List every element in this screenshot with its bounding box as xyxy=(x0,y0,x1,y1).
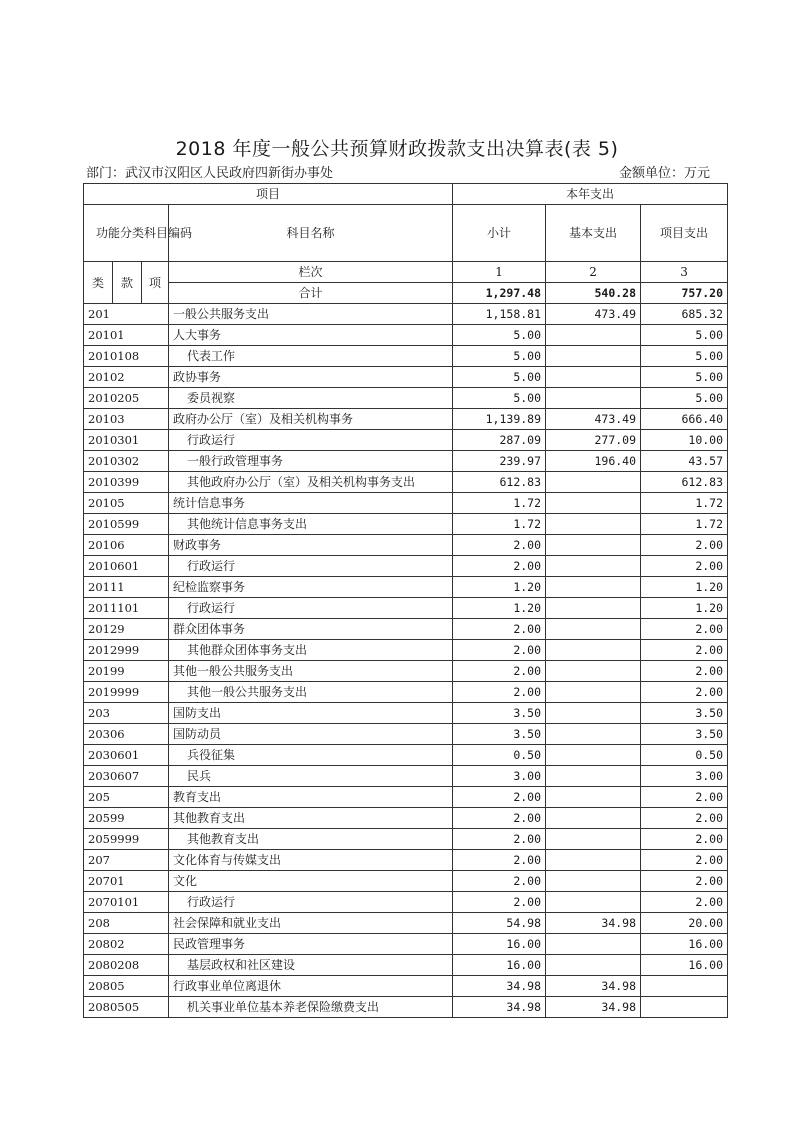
row-subject-name: 行政运行 xyxy=(169,556,453,577)
row-code: 2070101 xyxy=(84,892,169,913)
row-code: 20103 xyxy=(84,409,169,430)
header-basic: 基本支出 xyxy=(546,205,641,262)
row-subject-name: 社会保障和就业支出 xyxy=(169,913,453,934)
row-basic: 34.98 xyxy=(546,913,641,934)
row-subject-name: 代表工作 xyxy=(169,346,453,367)
total-label: 合计 xyxy=(169,283,453,304)
row-code: 20105 xyxy=(84,493,169,514)
row-subtotal: 34.98 xyxy=(453,997,546,1018)
row-subtotal: 2.00 xyxy=(453,829,546,850)
header-xiang: 项 xyxy=(142,262,169,304)
row-code: 2019999 xyxy=(84,682,169,703)
amount-unit-label: 金额单位：万元 xyxy=(618,166,710,181)
total-project: 757.20 xyxy=(641,283,728,304)
row-subtotal: 5.00 xyxy=(453,346,546,367)
row-subtotal: 2.00 xyxy=(453,808,546,829)
row-subtotal: 1,139.89 xyxy=(453,409,546,430)
row-basic: 34.98 xyxy=(546,997,641,1018)
row-subtotal: 2.00 xyxy=(453,619,546,640)
row-subject-name: 群众团体事务 xyxy=(169,619,453,640)
row-project: 10.00 xyxy=(641,430,728,451)
header-column-no: 栏次 xyxy=(169,262,453,283)
row-subtotal: 5.00 xyxy=(453,367,546,388)
row-code: 20102 xyxy=(84,367,169,388)
row-subject-name: 其他群众团体事务支出 xyxy=(169,640,453,661)
row-project: 16.00 xyxy=(641,955,728,976)
row-project: 5.00 xyxy=(641,346,728,367)
row-basic xyxy=(546,577,641,598)
row-code: 2010599 xyxy=(84,514,169,535)
header-kuan: 款 xyxy=(113,262,142,304)
table-row xyxy=(84,577,728,598)
row-subject-name: 其他政府办公厅（室）及相关机构事务支出 xyxy=(169,472,453,493)
row-subtotal: 1,158.81 xyxy=(453,304,546,325)
row-project: 5.00 xyxy=(641,367,728,388)
row-basic xyxy=(546,724,641,745)
row-subtotal: 54.98 xyxy=(453,913,546,934)
table-row xyxy=(84,724,728,745)
row-project: 2.00 xyxy=(641,871,728,892)
table-row xyxy=(84,850,728,871)
table-row xyxy=(84,304,728,325)
row-project: 2.00 xyxy=(641,892,728,913)
header-col3: 3 xyxy=(641,262,728,283)
row-project: 1.72 xyxy=(641,493,728,514)
row-subject-name: 基层政权和社区建设 xyxy=(169,955,453,976)
row-subtotal: 1.72 xyxy=(453,493,546,514)
row-basic xyxy=(546,367,641,388)
row-subject-name: 行政运行 xyxy=(169,892,453,913)
row-subject-name: 其他教育支出 xyxy=(169,829,453,850)
table-row xyxy=(84,325,728,346)
header-row-3 xyxy=(84,262,728,283)
table-row xyxy=(84,493,728,514)
row-subject-name: 行政运行 xyxy=(169,598,453,619)
row-subject-name: 纪检监察事务 xyxy=(169,577,453,598)
row-code: 20106 xyxy=(84,535,169,556)
row-basic: 277.09 xyxy=(546,430,641,451)
row-basic xyxy=(546,808,641,829)
row-subject-name: 兵役征集 xyxy=(169,745,453,766)
row-subtotal: 1.20 xyxy=(453,577,546,598)
row-basic xyxy=(546,640,641,661)
row-subtotal: 2.00 xyxy=(453,871,546,892)
row-project: 2.00 xyxy=(641,619,728,640)
row-subtotal: 3.00 xyxy=(453,766,546,787)
row-code: 2012999 xyxy=(84,640,169,661)
row-code: 20701 xyxy=(84,871,169,892)
header-row-1 xyxy=(84,184,728,205)
table-row xyxy=(84,892,728,913)
row-basic xyxy=(546,871,641,892)
row-subtotal: 3.50 xyxy=(453,703,546,724)
page-title: 2018 年度一般公共预算财政拨款支出决算表(表 5) xyxy=(175,138,619,160)
row-code: 2080208 xyxy=(84,955,169,976)
row-basic xyxy=(546,556,641,577)
row-basic xyxy=(546,787,641,808)
row-subject-name: 委员视察 xyxy=(169,388,453,409)
header-lei: 类 xyxy=(84,262,113,304)
row-basic xyxy=(546,934,641,955)
header-subject-name: 科目名称 xyxy=(169,205,453,262)
row-subtotal: 612.83 xyxy=(453,472,546,493)
row-project: 3.50 xyxy=(641,724,728,745)
row-basic xyxy=(546,955,641,976)
row-subject-name: 一般行政管理事务 xyxy=(169,451,453,472)
row-subtotal: 2.00 xyxy=(453,787,546,808)
table-row xyxy=(84,682,728,703)
table-row xyxy=(84,976,728,997)
table-row xyxy=(84,640,728,661)
table-row xyxy=(84,787,728,808)
row-subtotal: 2.00 xyxy=(453,892,546,913)
table-row xyxy=(84,829,728,850)
row-project: 2.00 xyxy=(641,640,728,661)
table-row xyxy=(84,367,728,388)
row-code: 20599 xyxy=(84,808,169,829)
table-row xyxy=(84,451,728,472)
table-row xyxy=(84,745,728,766)
row-code: 2011101 xyxy=(84,598,169,619)
row-subtotal: 2.00 xyxy=(453,640,546,661)
row-code: 207 xyxy=(84,850,169,871)
header-subtotal: 小计 xyxy=(453,205,546,262)
row-subtotal: 0.50 xyxy=(453,745,546,766)
row-code: 20306 xyxy=(84,724,169,745)
table-row xyxy=(84,619,728,640)
row-basic xyxy=(546,766,641,787)
row-basic xyxy=(546,829,641,850)
row-basic xyxy=(546,598,641,619)
row-code: 2030601 xyxy=(84,745,169,766)
table-row xyxy=(84,409,728,430)
row-project: 2.00 xyxy=(641,850,728,871)
row-basic: 196.40 xyxy=(546,451,641,472)
row-project: 2.00 xyxy=(641,682,728,703)
row-subtotal: 1.20 xyxy=(453,598,546,619)
row-code: 20802 xyxy=(84,934,169,955)
row-project: 2.00 xyxy=(641,829,728,850)
header-project: 项目 xyxy=(84,184,453,205)
row-basic xyxy=(546,892,641,913)
row-subtotal: 2.00 xyxy=(453,556,546,577)
row-subject-name: 一般公共服务支出 xyxy=(169,304,453,325)
row-code: 2010399 xyxy=(84,472,169,493)
row-basic xyxy=(546,493,641,514)
row-basic xyxy=(546,850,641,871)
table-row xyxy=(84,430,728,451)
row-project: 43.57 xyxy=(641,451,728,472)
table-row xyxy=(84,346,728,367)
row-subtotal: 2.00 xyxy=(453,850,546,871)
row-project xyxy=(641,997,728,1018)
row-project: 1.20 xyxy=(641,577,728,598)
row-subtotal: 5.00 xyxy=(453,325,546,346)
row-project: 666.40 xyxy=(641,409,728,430)
row-subject-name: 其他一般公共服务支出 xyxy=(169,682,453,703)
row-subtotal: 5.00 xyxy=(453,388,546,409)
row-subtotal: 239.97 xyxy=(453,451,546,472)
row-subtotal: 34.98 xyxy=(453,976,546,997)
table-row xyxy=(84,556,728,577)
row-subject-name: 其他一般公共服务支出 xyxy=(169,661,453,682)
row-code: 2010301 xyxy=(84,430,169,451)
row-project: 0.50 xyxy=(641,745,728,766)
row-code: 2010205 xyxy=(84,388,169,409)
row-project: 2.00 xyxy=(641,535,728,556)
department-label: 部门：武汉市汉阳区人民政府四新街办事处 xyxy=(86,166,334,181)
row-project: 5.00 xyxy=(641,325,728,346)
row-project: 685.32 xyxy=(641,304,728,325)
row-basic xyxy=(546,472,641,493)
row-project: 2.00 xyxy=(641,661,728,682)
row-subject-name: 政府办公厅（室）及相关机构事务 xyxy=(169,409,453,430)
total-basic: 540.28 xyxy=(546,283,641,304)
table-row xyxy=(84,661,728,682)
header-col1: 1 xyxy=(453,262,546,283)
row-basic xyxy=(546,745,641,766)
row-subject-name: 统计信息事务 xyxy=(169,493,453,514)
row-project: 1.20 xyxy=(641,598,728,619)
table-row xyxy=(84,808,728,829)
row-subject-name: 民兵 xyxy=(169,766,453,787)
row-project: 2.00 xyxy=(641,787,728,808)
row-code: 2010302 xyxy=(84,451,169,472)
header-col2: 2 xyxy=(546,262,641,283)
row-subtotal: 1.72 xyxy=(453,514,546,535)
total-subtotal: 1,297.48 xyxy=(453,283,546,304)
row-code: 203 xyxy=(84,703,169,724)
row-subject-name: 教育支出 xyxy=(169,787,453,808)
row-project: 3.50 xyxy=(641,703,728,724)
row-subject-name: 其他统计信息事务支出 xyxy=(169,514,453,535)
table-row xyxy=(84,955,728,976)
row-subject-name: 人大事务 xyxy=(169,325,453,346)
table-row xyxy=(84,703,728,724)
row-code: 2080505 xyxy=(84,997,169,1018)
row-code: 201 xyxy=(84,304,169,325)
row-project: 16.00 xyxy=(641,934,728,955)
row-subtotal: 3.50 xyxy=(453,724,546,745)
table-row xyxy=(84,535,728,556)
table-row xyxy=(84,388,728,409)
table-row xyxy=(84,934,728,955)
row-code: 2030607 xyxy=(84,766,169,787)
row-subject-name: 民政管理事务 xyxy=(169,934,453,955)
row-project: 20.00 xyxy=(641,913,728,934)
row-subject-name: 国防动员 xyxy=(169,724,453,745)
header-func-code: 功能分类科目编码 xyxy=(84,205,169,262)
row-code: 20129 xyxy=(84,619,169,640)
row-code: 2010601 xyxy=(84,556,169,577)
table-row xyxy=(84,598,728,619)
row-code: 2059999 xyxy=(84,829,169,850)
row-subject-name: 政协事务 xyxy=(169,367,453,388)
table-row xyxy=(84,997,728,1018)
row-subject-name: 财政事务 xyxy=(169,535,453,556)
expenditure-table xyxy=(83,183,728,1018)
row-project: 1.72 xyxy=(641,514,728,535)
row-code: 205 xyxy=(84,787,169,808)
row-basic xyxy=(546,325,641,346)
row-project: 2.00 xyxy=(641,556,728,577)
header-row-2 xyxy=(84,205,728,262)
header-project-exp: 项目支出 xyxy=(641,205,728,262)
row-basic xyxy=(546,346,641,367)
row-project: 5.00 xyxy=(641,388,728,409)
row-subject-name: 机关事业单位基本养老保险缴费支出 xyxy=(169,997,453,1018)
row-subject-name: 文化 xyxy=(169,871,453,892)
row-subject-name: 其他教育支出 xyxy=(169,808,453,829)
row-basic xyxy=(546,661,641,682)
row-subject-name: 行政运行 xyxy=(169,430,453,451)
row-basic: 473.49 xyxy=(546,409,641,430)
row-basic xyxy=(546,619,641,640)
table-row xyxy=(84,871,728,892)
row-subtotal: 287.09 xyxy=(453,430,546,451)
row-code: 20111 xyxy=(84,577,169,598)
row-subtotal: 2.00 xyxy=(453,682,546,703)
table-row xyxy=(84,766,728,787)
row-basic xyxy=(546,535,641,556)
row-code: 2010108 xyxy=(84,346,169,367)
row-basic: 473.49 xyxy=(546,304,641,325)
row-code: 20101 xyxy=(84,325,169,346)
row-subject-name: 文化体育与传媒支出 xyxy=(169,850,453,871)
row-subtotal: 2.00 xyxy=(453,661,546,682)
row-subtotal: 16.00 xyxy=(453,934,546,955)
table-row xyxy=(84,514,728,535)
row-subtotal: 2.00 xyxy=(453,535,546,556)
row-subject-name: 行政事业单位离退休 xyxy=(169,976,453,997)
row-code: 20199 xyxy=(84,661,169,682)
total-row xyxy=(84,283,728,304)
row-basic: 34.98 xyxy=(546,976,641,997)
row-code: 20805 xyxy=(84,976,169,997)
row-project: 3.00 xyxy=(641,766,728,787)
row-basic xyxy=(546,682,641,703)
row-code: 208 xyxy=(84,913,169,934)
row-subtotal: 16.00 xyxy=(453,955,546,976)
header-current-year-expense: 本年支出 xyxy=(453,184,728,205)
row-basic xyxy=(546,703,641,724)
row-project xyxy=(641,976,728,997)
row-basic xyxy=(546,388,641,409)
row-subject-name: 国防支出 xyxy=(169,703,453,724)
table-row xyxy=(84,913,728,934)
row-basic xyxy=(546,514,641,535)
row-project: 612.83 xyxy=(641,472,728,493)
row-project: 2.00 xyxy=(641,808,728,829)
table-row xyxy=(84,472,728,493)
